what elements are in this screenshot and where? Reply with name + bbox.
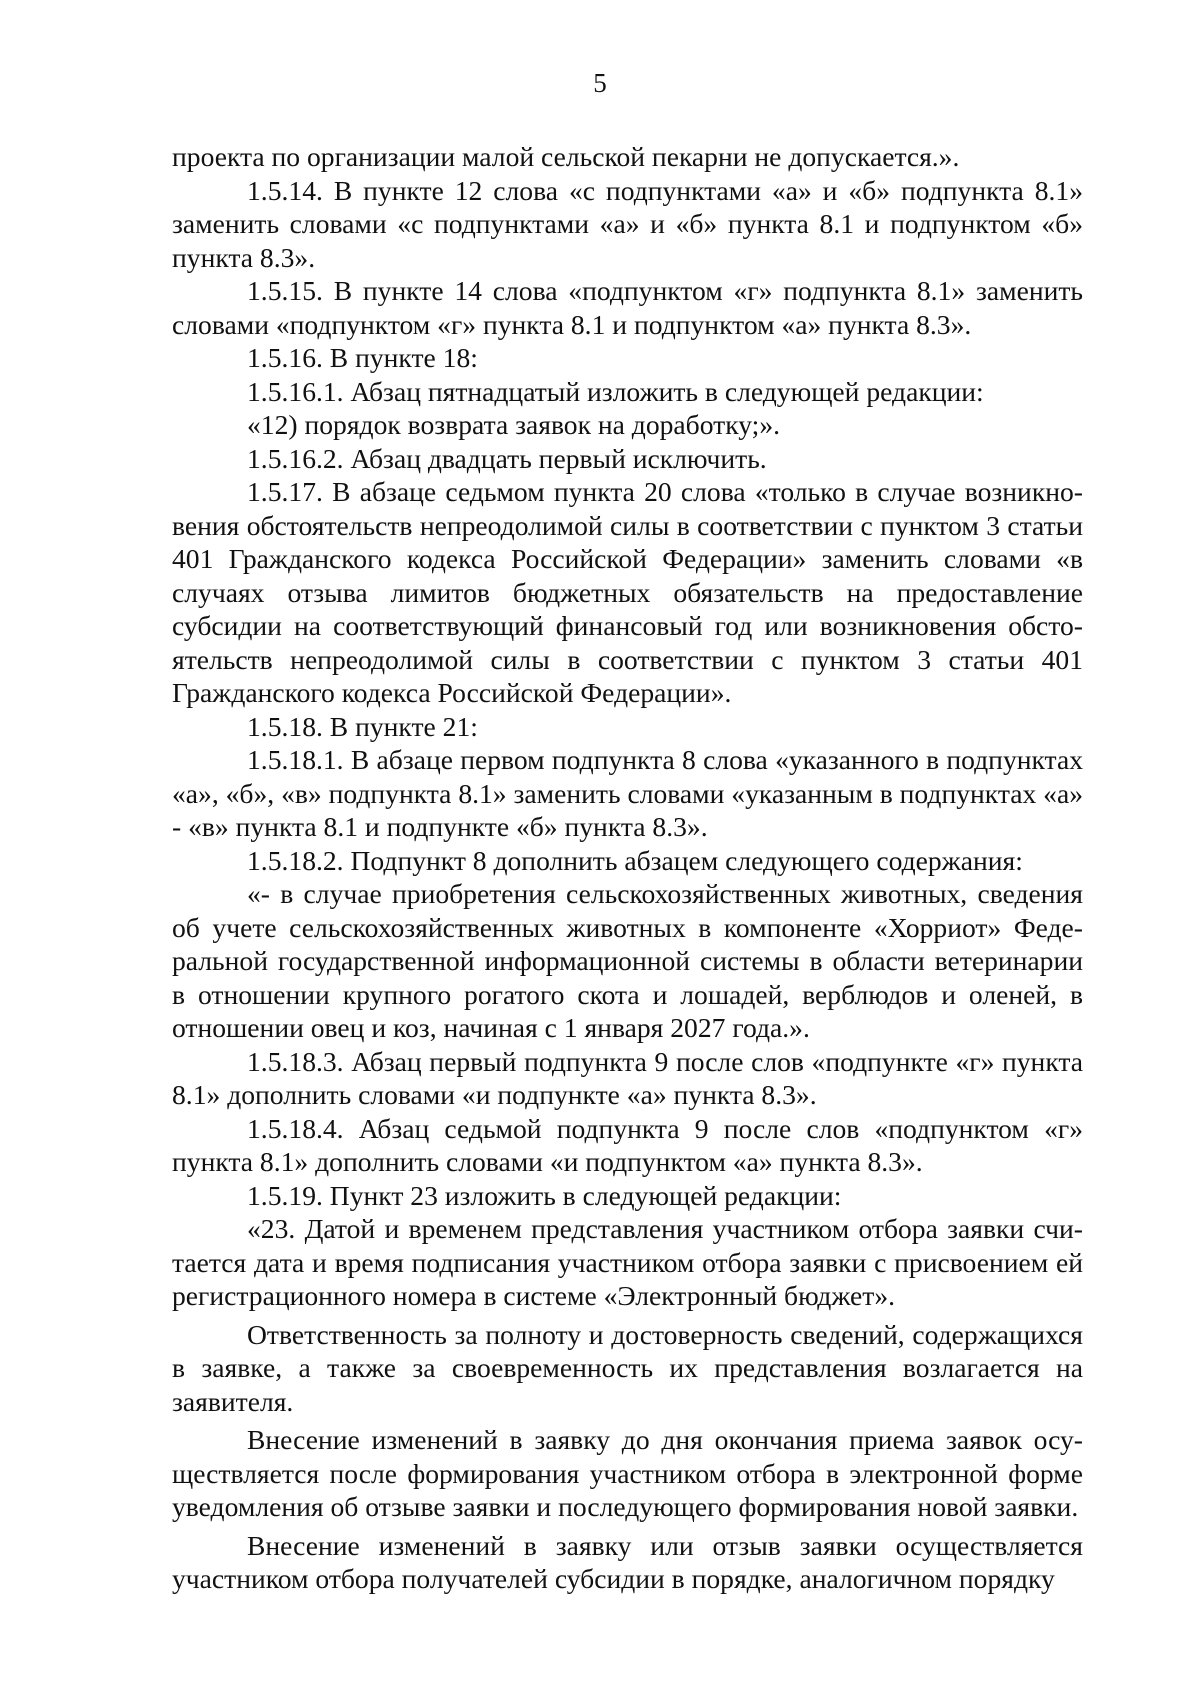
document-body bbox=[172, 140, 1083, 1596]
paragraph-responsibility: Ответственность за полноту и достоверность сведений, содержащихся в заявке, а также за своевременность их представления возлагается на заявителя. bbox=[172, 1318, 1083, 1417]
paragraph-changes-or-withdrawal: Внесение изменений в заявку или отзыв заявки осуществляется участником отбора получателей субсидии в порядке, аналогичном порядку bbox=[172, 1529, 1083, 1594]
paragraph-quote-23: «23. Датой и временем представления участником отбора заявки считается дата и время подписания участником отбора заявки с присвоением ей регистрационного номера в системе «Электронный бюджет». bbox=[172, 1213, 1083, 1311]
paragraph-1-5-18-2: 1.5.18.2. Подпункт 8 дополнить абзацем следующего содержания: bbox=[247, 844, 1023, 876]
paragraph-1-5-15: 1.5.15. В пункте 14 слова «подпунктом «г» подпункта 8.1» заменить словами «подпунктом «г» пункта 8.1 и подпунктом «а» пункта 8.3». bbox=[172, 275, 1083, 340]
paragraph-1-5-18-1: 1.5.18.1. В абзаце первом подпункта 8 слова «указанного в подпунктах «а», «б», «в» подпункта 8.1» заменить словами «указанным в подпунктах «а» - «в» пункта 8.1 и подпункте «б» пункта 8.3». bbox=[172, 744, 1083, 842]
paragraph-1-5-16-2: 1.5.16.2. Абзац двадцать первый исключить. bbox=[247, 442, 767, 474]
paragraph-1-5-18: 1.5.18. В пункте 21: bbox=[247, 710, 478, 742]
paragraph-quote-12: «12) порядок возврата заявок на доработку;». bbox=[247, 409, 781, 440]
paragraph-1-5-18-4: 1.5.18.4. Абзац седьмой подпункта 9 после слов «подпунктом «г» пункта 8.1» дополнить словами «и подпунктом «а» пункта 8.3». bbox=[172, 1112, 1083, 1177]
paragraph-1-5-17: 1.5.17. В абзаце седьмом пункта 20 слова «только в случае возникновения обстоятельств непреодолимой силы в соответствии с пунктом 3 статьи 401 Гражданского кодекса Российской Федерации» заменить словами «в случаях отзыва лимитов бюджетных обязательств на предоставление субсидии на соответствующий финансовый год или возникновения обстоятельств непреодолимой силы в соответствии с пунктом 3 статьи 401 Гражданского кодекса Российской Федерации». bbox=[172, 476, 1083, 708]
paragraph-1-5-19: 1.5.19. Пункт 23 изложить в следующей редакции: bbox=[247, 1179, 842, 1211]
paragraph-1-5-18-3: 1.5.18.3. Абзац первый подпункта 9 после слов «подпункте «г» пункта 8.1» дополнить словами «и подпункте «а» пункта 8.3». bbox=[172, 1045, 1083, 1110]
paragraph-1-5-14: 1.5.14. В пункте 12 слова «с подпунктами «а» и «б» подпункта 8.1» заменить словами «с подпунктами «а» и «б» пункта 8.1 и подпунктом «б» пункта 8.3». bbox=[172, 174, 1083, 273]
paragraph-quote-livestock: «- в случае приобретения сельскохозяйственных животных, сведения об учете сельскохозяйственных животных в компоненте «Хорриот» Федеральной государственной информационной системы в области ветеринарии в отношении крупного рогатого скота и лошадей, верблюдов и оленей, в отношении овец и коз, начиная с 1 января 2027 года.». bbox=[172, 878, 1083, 1043]
paragraph-continuation: проекта по организации малой сельской пекарни не допускается.». bbox=[172, 141, 960, 172]
paragraph-changes-before-deadline: Внесение изменений в заявку до дня окончания приема заявок осуществляется после формирования участником отбора в электронной форме уведомления об отзыве заявки и последующего формирования новой заявки. bbox=[172, 1424, 1083, 1522]
page-number: 5 bbox=[593, 68, 607, 98]
paragraph-1-5-16-1: 1.5.16.1. Абзац пятнадцатый изложить в следующей редакции: bbox=[247, 375, 984, 407]
paragraph-1-5-16: 1.5.16. В пункте 18: bbox=[247, 342, 478, 373]
